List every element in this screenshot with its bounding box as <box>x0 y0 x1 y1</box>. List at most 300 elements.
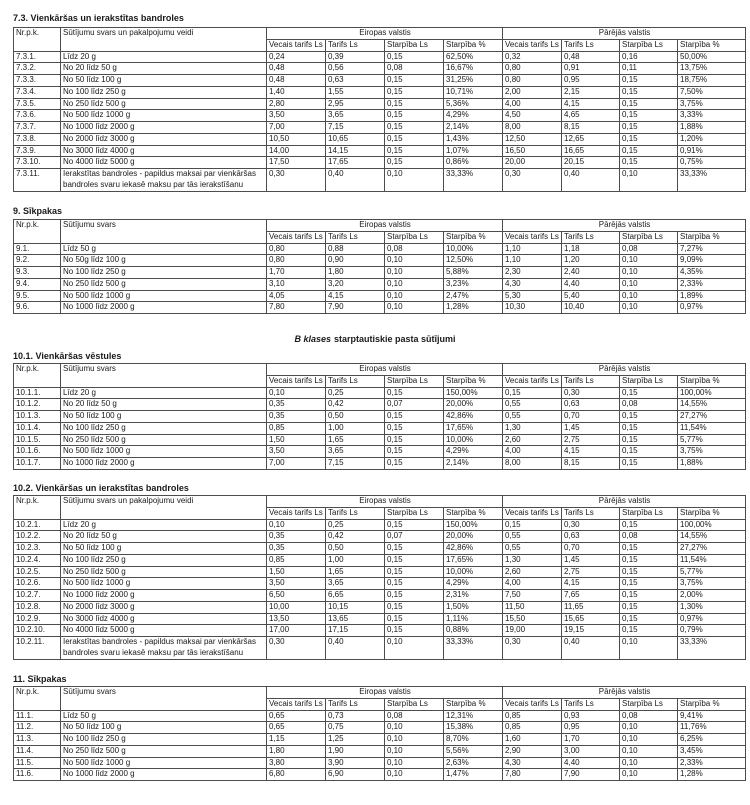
cell-eu-old-tariff: 7,80 <box>267 302 326 314</box>
cell-eu-tariff: 1,65 <box>326 566 385 578</box>
cell-weight: No 500 līdz 1000 g <box>61 446 267 458</box>
cell-other-diff-ls: 0,10 <box>620 757 678 769</box>
cell-other-diff-ls: 0,15 <box>620 157 678 169</box>
cell-eu-diff-ls: 0,15 <box>385 566 444 578</box>
cell-eu-diff-pct: 2,31% <box>444 590 503 602</box>
cell-other-diff-pct: 0,97% <box>678 302 746 314</box>
cell-other-diff-ls: 0,15 <box>620 554 678 566</box>
cell-other-tariff: 1,45 <box>562 554 620 566</box>
table-header <box>14 220 746 244</box>
cell-eu-old-tariff: 7,00 <box>267 458 326 470</box>
cell-eu-tariff: 3,65 <box>326 110 385 122</box>
cell-other-diff-ls: 0,16 <box>620 51 678 63</box>
table-row <box>14 543 746 555</box>
cell-eu-diff-pct: 1,07% <box>444 145 503 157</box>
cell-other-old-tariff: 4,00 <box>503 578 562 590</box>
table-header <box>14 687 746 711</box>
cell-eu-old-tariff: 1,40 <box>267 86 326 98</box>
column-header-other-tariff: Tarifs Ls <box>562 698 620 710</box>
cell-other-old-tariff: 1,10 <box>503 243 562 255</box>
cell-weight: No 1000 līdz 2000 g <box>61 590 267 602</box>
cell-eu-diff-pct: 16,67% <box>444 63 503 75</box>
cell-other-diff-ls: 0,10 <box>620 769 678 781</box>
cell-row-number: 10.1.3. <box>14 411 61 423</box>
cell-eu-diff-ls: 0,15 <box>385 458 444 470</box>
cell-eu-diff-pct: 12,50% <box>444 255 503 267</box>
cell-eu-old-tariff: 0,30 <box>267 637 326 660</box>
cell-other-diff-pct: 3,75% <box>678 446 746 458</box>
group-header-other: Pārējās valstis <box>503 687 746 699</box>
cell-eu-old-tariff: 10,50 <box>267 133 326 145</box>
cell-row-number: 7.3.9. <box>14 145 61 157</box>
cell-eu-old-tariff: 6,80 <box>267 769 326 781</box>
cell-row-number: 10.1.7. <box>14 458 61 470</box>
cell-other-tariff: 1,20 <box>562 255 620 267</box>
column-header-eu-tariff: Tarifs Ls <box>326 507 385 519</box>
cell-eu-old-tariff: 0,35 <box>267 411 326 423</box>
cell-eu-diff-pct: 5,88% <box>444 267 503 279</box>
cell-eu-tariff: 10,15 <box>326 601 385 613</box>
cell-other-diff-pct: 27,27% <box>678 543 746 555</box>
table-row <box>14 278 746 290</box>
cell-other-old-tariff: 0,15 <box>503 387 562 399</box>
cell-other-diff-ls: 0,15 <box>620 613 678 625</box>
cell-other-diff-pct: 1,88% <box>678 458 746 470</box>
class-b-heading-label: B klases <box>294 333 331 344</box>
column-header-other-diff-pct: Starpība % <box>678 231 746 243</box>
cell-eu-diff-ls: 0,08 <box>385 710 444 722</box>
column-header-other-diff-ls: Starpība Ls <box>620 39 678 51</box>
cell-row-number: 7.3.7. <box>14 122 61 134</box>
column-header-nr: Nr.p.k. <box>14 496 61 520</box>
column-header-other-diff-ls: Starpība Ls <box>620 507 678 519</box>
cell-other-diff-ls: 0,08 <box>620 399 678 411</box>
column-header-eu-diff-ls: Starpība Ls <box>385 698 444 710</box>
cell-other-old-tariff: 8,00 <box>503 458 562 470</box>
cell-eu-old-tariff: 13,50 <box>267 613 326 625</box>
cell-eu-tariff: 1,65 <box>326 434 385 446</box>
cell-other-diff-pct: 7,27% <box>678 243 746 255</box>
cell-other-diff-pct: 5,77% <box>678 434 746 446</box>
cell-weight: No 50g līdz 100 g <box>61 255 267 267</box>
cell-eu-diff-pct: 2,63% <box>444 757 503 769</box>
cell-other-old-tariff: 0,85 <box>503 710 562 722</box>
table-row <box>14 769 746 781</box>
table-row <box>14 51 746 63</box>
column-header-nr: Nr.p.k. <box>14 28 61 52</box>
tariff-table-10-1 <box>13 363 746 470</box>
cell-row-number: 7.3.6. <box>14 110 61 122</box>
cell-other-diff-pct: 1,28% <box>678 769 746 781</box>
cell-eu-old-tariff: 0,65 <box>267 722 326 734</box>
cell-eu-diff-pct: 2,14% <box>444 122 503 134</box>
cell-row-number: 7.3.1. <box>14 51 61 63</box>
cell-other-old-tariff: 0,55 <box>503 531 562 543</box>
table-row <box>14 745 746 757</box>
group-header-europe: Eiropas valstis <box>267 220 503 232</box>
cell-other-old-tariff: 0,55 <box>503 411 562 423</box>
table-header <box>14 364 746 388</box>
table-row <box>14 757 746 769</box>
cell-other-tariff: 11,65 <box>562 601 620 613</box>
column-header-eu-tariff: Tarifs Ls <box>326 39 385 51</box>
cell-eu-diff-pct: 15,38% <box>444 722 503 734</box>
column-header-other-old-tariff: Vecais tarifs Ls <box>503 698 562 710</box>
cell-other-diff-ls: 0,08 <box>620 243 678 255</box>
cell-row-number: 10.1.1. <box>14 387 61 399</box>
cell-other-old-tariff: 0,30 <box>503 637 562 660</box>
cell-row-number: 10.1.5. <box>14 434 61 446</box>
cell-eu-diff-ls: 0,07 <box>385 531 444 543</box>
cell-weight: No 500 līdz 1000 g <box>61 110 267 122</box>
table-row <box>14 157 746 169</box>
column-header-weight: Sūtījumu svars <box>61 220 267 244</box>
cell-other-diff-pct: 18,75% <box>678 75 746 87</box>
table-row <box>14 578 746 590</box>
cell-other-diff-ls: 0,10 <box>620 255 678 267</box>
cell-eu-diff-pct: 2,14% <box>444 458 503 470</box>
cell-eu-tariff: 0,25 <box>326 387 385 399</box>
cell-other-diff-pct: 9,09% <box>678 255 746 267</box>
header-row-groups <box>14 496 746 508</box>
cell-weight: No 1000 līdz 2000 g <box>61 302 267 314</box>
cell-eu-tariff: 0,50 <box>326 411 385 423</box>
column-header-eu-old-tariff: Vecais tarifs Ls <box>267 39 326 51</box>
cell-eu-tariff: 2,95 <box>326 98 385 110</box>
cell-weight: No 100 līdz 250 g <box>61 86 267 98</box>
cell-other-tariff: 0,48 <box>562 51 620 63</box>
cell-eu-tariff: 7,15 <box>326 122 385 134</box>
cell-weight: No 4000 līdz 5000 g <box>61 157 267 169</box>
cell-other-diff-pct: 11,76% <box>678 722 746 734</box>
cell-row-number: 11.6. <box>14 769 61 781</box>
cell-eu-tariff: 3,90 <box>326 757 385 769</box>
column-header-weight: Sūtījumu svars un pakalpojumu veidi <box>61 496 267 520</box>
column-header-other-tariff: Tarifs Ls <box>562 39 620 51</box>
cell-other-tariff: 4,40 <box>562 757 620 769</box>
cell-eu-diff-ls: 0,15 <box>385 387 444 399</box>
cell-other-old-tariff: 0,55 <box>503 399 562 411</box>
cell-other-tariff: 7,90 <box>562 769 620 781</box>
cell-other-diff-pct: 0,91% <box>678 145 746 157</box>
cell-other-diff-ls: 0,10 <box>620 302 678 314</box>
cell-eu-diff-pct: 42,86% <box>444 543 503 555</box>
cell-eu-diff-ls: 0,15 <box>385 122 444 134</box>
column-header-eu-tariff: Tarifs Ls <box>326 698 385 710</box>
cell-eu-diff-ls: 0,15 <box>385 98 444 110</box>
cell-eu-old-tariff: 14,00 <box>267 145 326 157</box>
table-row <box>14 387 746 399</box>
column-header-weight: Sūtījumu svars <box>61 687 267 711</box>
table-row <box>14 446 746 458</box>
cell-eu-diff-pct: 150,00% <box>444 387 503 399</box>
cell-other-diff-ls: 0,15 <box>620 578 678 590</box>
column-header-other-tariff: Tarifs Ls <box>562 375 620 387</box>
cell-weight: No 250 līdz 500 g <box>61 278 267 290</box>
cell-other-diff-pct: 13,75% <box>678 63 746 75</box>
cell-eu-diff-pct: 5,36% <box>444 98 503 110</box>
cell-row-number: 10.2.11. <box>14 637 61 660</box>
cell-other-diff-pct: 0,97% <box>678 613 746 625</box>
cell-row-number: 7.3.2. <box>14 63 61 75</box>
cell-row-number: 11.3. <box>14 734 61 746</box>
cell-row-number: 9.1. <box>14 243 61 255</box>
table-row <box>14 601 746 613</box>
cell-other-tariff: 10,40 <box>562 302 620 314</box>
cell-weight: Ierakstītas bandroles - papildus maksai par vienkāršas bandroles svaru iekasē maksu par tās ierakstīšanu <box>61 169 267 192</box>
cell-eu-diff-pct: 10,00% <box>444 434 503 446</box>
cell-other-diff-ls: 0,15 <box>620 434 678 446</box>
cell-other-old-tariff: 1,60 <box>503 734 562 746</box>
cell-eu-old-tariff: 2,80 <box>267 98 326 110</box>
table-row <box>14 613 746 625</box>
cell-eu-tariff: 0,90 <box>326 255 385 267</box>
table-row <box>14 302 746 314</box>
cell-other-diff-ls: 0,10 <box>620 290 678 302</box>
cell-other-diff-ls: 0,11 <box>620 63 678 75</box>
column-header-eu-diff-ls: Starpība Ls <box>385 231 444 243</box>
cell-eu-diff-pct: 4,29% <box>444 578 503 590</box>
cell-eu-diff-pct: 4,29% <box>444 446 503 458</box>
cell-weight: No 50 līdz 100 g <box>61 75 267 87</box>
cell-eu-diff-pct: 4,29% <box>444 110 503 122</box>
cell-weight: Ierakstītas bandroles - papildus maksai par vienkāršas bandroles svaru iekasē maksu par tās ierakstīšanu <box>61 637 267 660</box>
table-row <box>14 290 746 302</box>
column-header-other-diff-ls: Starpība Ls <box>620 698 678 710</box>
cell-eu-old-tariff: 0,80 <box>267 243 326 255</box>
cell-eu-diff-ls: 0,15 <box>385 590 444 602</box>
cell-eu-diff-ls: 0,10 <box>385 722 444 734</box>
cell-other-diff-pct: 33,33% <box>678 169 746 192</box>
cell-other-tariff: 5,40 <box>562 290 620 302</box>
section-title-11: 11. Sīkpakas <box>13 673 67 684</box>
column-header-eu-diff-pct: Starpība % <box>444 698 503 710</box>
cell-other-diff-ls: 0,10 <box>620 722 678 734</box>
cell-eu-tariff: 0,75 <box>326 722 385 734</box>
cell-other-old-tariff: 7,80 <box>503 769 562 781</box>
table-header <box>14 496 746 520</box>
table-row <box>14 86 746 98</box>
cell-eu-diff-pct: 17,65% <box>444 422 503 434</box>
cell-row-number: 10.2.9. <box>14 613 61 625</box>
cell-other-tariff: 0,95 <box>562 75 620 87</box>
cell-eu-old-tariff: 1,15 <box>267 734 326 746</box>
cell-other-tariff: 1,70 <box>562 734 620 746</box>
cell-eu-tariff: 7,90 <box>326 302 385 314</box>
cell-eu-diff-ls: 0,15 <box>385 519 444 531</box>
class-b-heading <box>0 334 750 345</box>
group-header-europe: Eiropas valstis <box>267 496 503 508</box>
cell-eu-tariff: 0,25 <box>326 519 385 531</box>
tariff-table-7-3 <box>13 27 746 192</box>
cell-weight: No 500 līdz 1000 g <box>61 757 267 769</box>
cell-row-number: 11.1. <box>14 710 61 722</box>
cell-other-diff-pct: 5,77% <box>678 566 746 578</box>
cell-eu-old-tariff: 3,50 <box>267 446 326 458</box>
cell-other-tariff: 2,75 <box>562 566 620 578</box>
column-header-eu-diff-ls: Starpība Ls <box>385 39 444 51</box>
cell-row-number: 10.2.6. <box>14 578 61 590</box>
table-row <box>14 267 746 279</box>
cell-other-tariff: 0,30 <box>562 519 620 531</box>
table-row <box>14 411 746 423</box>
cell-other-tariff: 4,15 <box>562 446 620 458</box>
cell-other-tariff: 4,15 <box>562 98 620 110</box>
table-row <box>14 434 746 446</box>
table-row <box>14 98 746 110</box>
cell-other-diff-ls: 0,08 <box>620 710 678 722</box>
column-header-other-diff-pct: Starpība % <box>678 375 746 387</box>
cell-other-old-tariff: 2,30 <box>503 267 562 279</box>
table-header <box>14 28 746 52</box>
cell-other-diff-ls: 0,15 <box>620 458 678 470</box>
column-header-other-old-tariff: Vecais tarifs Ls <box>503 39 562 51</box>
cell-row-number: 10.2.7. <box>14 590 61 602</box>
cell-eu-diff-ls: 0,15 <box>385 75 444 87</box>
cell-eu-diff-pct: 10,00% <box>444 566 503 578</box>
cell-eu-tariff: 1,00 <box>326 554 385 566</box>
cell-other-tariff: 20,15 <box>562 157 620 169</box>
cell-other-tariff: 4,40 <box>562 278 620 290</box>
cell-other-diff-ls: 0,15 <box>620 422 678 434</box>
header-row-groups <box>14 687 746 699</box>
cell-eu-old-tariff: 0,10 <box>267 519 326 531</box>
cell-eu-diff-ls: 0,10 <box>385 278 444 290</box>
cell-other-diff-ls: 0,15 <box>620 98 678 110</box>
cell-eu-tariff: 0,39 <box>326 51 385 63</box>
cell-eu-old-tariff: 3,50 <box>267 110 326 122</box>
cell-weight: No 20 līdz 50 g <box>61 399 267 411</box>
cell-row-number: 9.2. <box>14 255 61 267</box>
table-row <box>14 122 746 134</box>
cell-other-old-tariff: 2,60 <box>503 434 562 446</box>
cell-other-old-tariff: 0,30 <box>503 169 562 192</box>
cell-weight: No 100 līdz 250 g <box>61 734 267 746</box>
column-header-other-old-tariff: Vecais tarifs Ls <box>503 231 562 243</box>
cell-row-number: 7.3.5. <box>14 98 61 110</box>
cell-row-number: 11.4. <box>14 745 61 757</box>
cell-other-old-tariff: 5,30 <box>503 290 562 302</box>
cell-row-number: 7.3.4. <box>14 86 61 98</box>
cell-eu-tariff: 13,65 <box>326 613 385 625</box>
column-header-other-tariff: Tarifs Ls <box>562 507 620 519</box>
cell-weight: Līdz 20 g <box>61 519 267 531</box>
table-row <box>14 519 746 531</box>
cell-other-old-tariff: 7,50 <box>503 590 562 602</box>
cell-weight: No 1000 līdz 2000 g <box>61 122 267 134</box>
group-header-europe: Eiropas valstis <box>267 364 503 376</box>
cell-eu-diff-ls: 0,10 <box>385 290 444 302</box>
cell-eu-tariff: 1,25 <box>326 734 385 746</box>
table-row <box>14 145 746 157</box>
header-row-groups <box>14 220 746 232</box>
cell-weight: No 1000 līdz 2000 g <box>61 769 267 781</box>
cell-weight: No 20 līdz 50 g <box>61 531 267 543</box>
cell-eu-diff-ls: 0,15 <box>385 543 444 555</box>
cell-eu-diff-pct: 0,86% <box>444 157 503 169</box>
cell-eu-diff-ls: 0,15 <box>385 613 444 625</box>
table-row <box>14 590 746 602</box>
cell-eu-old-tariff: 4,05 <box>267 290 326 302</box>
cell-other-tariff: 1,18 <box>562 243 620 255</box>
cell-other-old-tariff: 0,15 <box>503 519 562 531</box>
cell-eu-diff-ls: 0,15 <box>385 411 444 423</box>
cell-other-diff-pct: 1,20% <box>678 133 746 145</box>
cell-eu-tariff: 7,15 <box>326 458 385 470</box>
cell-other-diff-ls: 0,15 <box>620 86 678 98</box>
cell-other-diff-ls: 0,15 <box>620 145 678 157</box>
cell-other-diff-pct: 9,41% <box>678 710 746 722</box>
cell-eu-diff-ls: 0,15 <box>385 446 444 458</box>
cell-other-tariff: 0,30 <box>562 387 620 399</box>
cell-row-number: 9.5. <box>14 290 61 302</box>
cell-other-tariff: 8,15 <box>562 122 620 134</box>
cell-eu-diff-ls: 0,10 <box>385 169 444 192</box>
tariff-table-9 <box>13 219 746 314</box>
cell-other-diff-pct: 3,75% <box>678 98 746 110</box>
cell-other-tariff: 15,65 <box>562 613 620 625</box>
cell-weight: No 2000 līdz 3000 g <box>61 133 267 145</box>
header-row-groups <box>14 28 746 40</box>
cell-other-diff-ls: 0,10 <box>620 637 678 660</box>
group-header-europe: Eiropas valstis <box>267 687 503 699</box>
cell-eu-diff-ls: 0,15 <box>385 422 444 434</box>
cell-other-diff-pct: 2,33% <box>678 757 746 769</box>
cell-eu-tariff: 4,15 <box>326 290 385 302</box>
cell-other-old-tariff: 4,50 <box>503 110 562 122</box>
column-header-eu-diff-pct: Starpība % <box>444 39 503 51</box>
cell-eu-old-tariff: 0,48 <box>267 63 326 75</box>
cell-eu-old-tariff: 0,48 <box>267 75 326 87</box>
cell-other-old-tariff: 20,00 <box>503 157 562 169</box>
class-b-heading-text: starptautiskie pasta sūtījumi <box>333 333 456 344</box>
table-row <box>14 422 746 434</box>
cell-eu-tariff: 6,90 <box>326 769 385 781</box>
table-row <box>14 734 746 746</box>
cell-other-diff-pct: 1,88% <box>678 122 746 134</box>
cell-other-tariff: 16,65 <box>562 145 620 157</box>
table-body <box>14 51 746 191</box>
cell-eu-old-tariff: 0,85 <box>267 554 326 566</box>
cell-other-old-tariff: 1,30 <box>503 554 562 566</box>
cell-row-number: 10.2.8. <box>14 601 61 613</box>
table-row <box>14 625 746 637</box>
cell-other-diff-pct: 1,89% <box>678 290 746 302</box>
cell-eu-old-tariff: 17,00 <box>267 625 326 637</box>
cell-other-tariff: 19,15 <box>562 625 620 637</box>
cell-eu-diff-ls: 0,10 <box>385 769 444 781</box>
cell-eu-diff-ls: 0,10 <box>385 267 444 279</box>
cell-other-diff-ls: 0,15 <box>620 601 678 613</box>
column-header-eu-diff-pct: Starpība % <box>444 507 503 519</box>
table-row <box>14 399 746 411</box>
cell-eu-old-tariff: 0,35 <box>267 531 326 543</box>
column-header-other-diff-ls: Starpība Ls <box>620 375 678 387</box>
cell-weight: No 1000 līdz 2000 g <box>61 458 267 470</box>
cell-weight: No 50 līdz 100 g <box>61 722 267 734</box>
cell-weight: No 3000 līdz 4000 g <box>61 145 267 157</box>
cell-other-old-tariff: 19,00 <box>503 625 562 637</box>
cell-weight: No 20 līdz 50 g <box>61 63 267 75</box>
cell-other-tariff: 3,00 <box>562 745 620 757</box>
column-header-nr: Nr.p.k. <box>14 364 61 388</box>
cell-eu-old-tariff: 0,24 <box>267 51 326 63</box>
cell-other-diff-ls: 0,15 <box>620 590 678 602</box>
header-row-groups <box>14 364 746 376</box>
cell-other-old-tariff: 4,30 <box>503 278 562 290</box>
cell-eu-tariff: 1,55 <box>326 86 385 98</box>
tariff-table-11 <box>13 686 746 781</box>
